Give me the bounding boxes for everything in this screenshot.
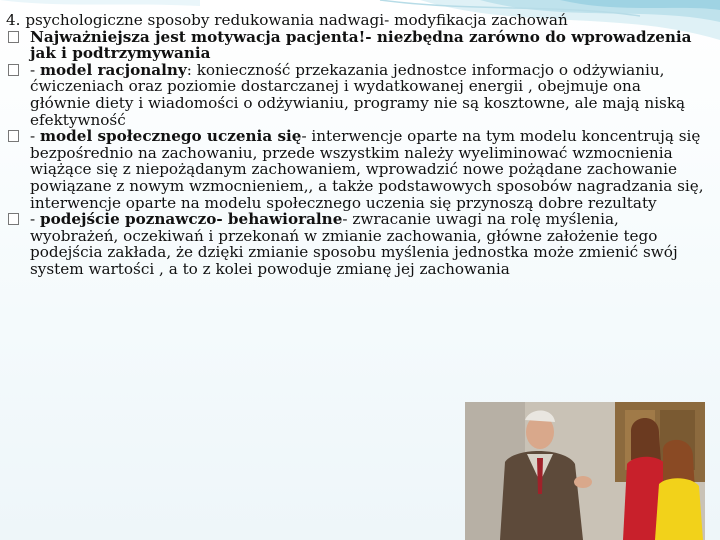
bullet-bold-text: podejście poznawczo- behawioralne	[39, 210, 343, 229]
bullet-item-motywacja	[6, 29, 706, 62]
bullet-text: : konieczność przekazania jednostce informacjo o odżywianiu, ćwiczeniach oraz poziomie dostarczanej i wydatkowanej energii , obejmuje ona głównie diety i wiadomości o odżywianiu, programy nie są kosztowne, ale mają niską efektywność	[30, 60, 686, 129]
bullet-item-model-spolecznego-uczenia	[6, 128, 706, 211]
heading-text: psychologiczne sposoby redukowania nadwagi- modyfikacja zachowań	[25, 11, 568, 29]
bullet-box-icon	[8, 31, 19, 43]
therapy-session-photo	[465, 402, 705, 540]
bullet-prefix: -	[30, 60, 40, 79]
photo-illustration	[465, 402, 705, 540]
bullet-text: - zwracanie uwagi na rolę myślenia, wyobrażeń, oczekiwań i przekonań w zmianie zachowania, główne założenie tego podejścia zakłada, że dzięki zmianie sposobu myślenia jednostka może zmienić swój system wartości , a to z kolei powoduje zmianę jej zachowania	[30, 210, 678, 278]
slide-heading	[6, 12, 706, 29]
bullet-prefix: -	[30, 127, 40, 146]
bullet-item-podejscie-poznawczo	[6, 211, 706, 277]
bullet-item-model-racjonalny	[6, 62, 706, 128]
bullet-bold-text: model racjonalny	[39, 60, 187, 79]
bullet-prefix: -	[30, 210, 40, 229]
bullet-box-icon	[8, 130, 19, 142]
bullet-bold-text: model społecznego uczenia się	[39, 127, 302, 146]
bullet-box-icon	[8, 64, 19, 76]
slide-content	[6, 12, 706, 278]
bullet-text: - interwencje oparte na tym modelu koncentrują się bezpośrednio na zachowaniu, przede wszystkim należy wyeliminować wzmocnienia wiążące się z niepożądanym zachowaniem, wprowadzić nowe pożądane zachowanie powiązane z nowym wzmocnieniem,, a także podstawowych sposobów nagradzania się, interwencje oparte na modelu społecznego uczenia się przynoszą dobre rezultaty	[30, 127, 704, 212]
heading-number: 4.	[6, 11, 21, 29]
bullet-box-icon	[8, 213, 19, 225]
bullet-bold-text: Najważniejsza jest motywacja pacjenta!- niezbędna zarówno do wprowadzenia jak i podtrzymywania	[30, 27, 692, 63]
